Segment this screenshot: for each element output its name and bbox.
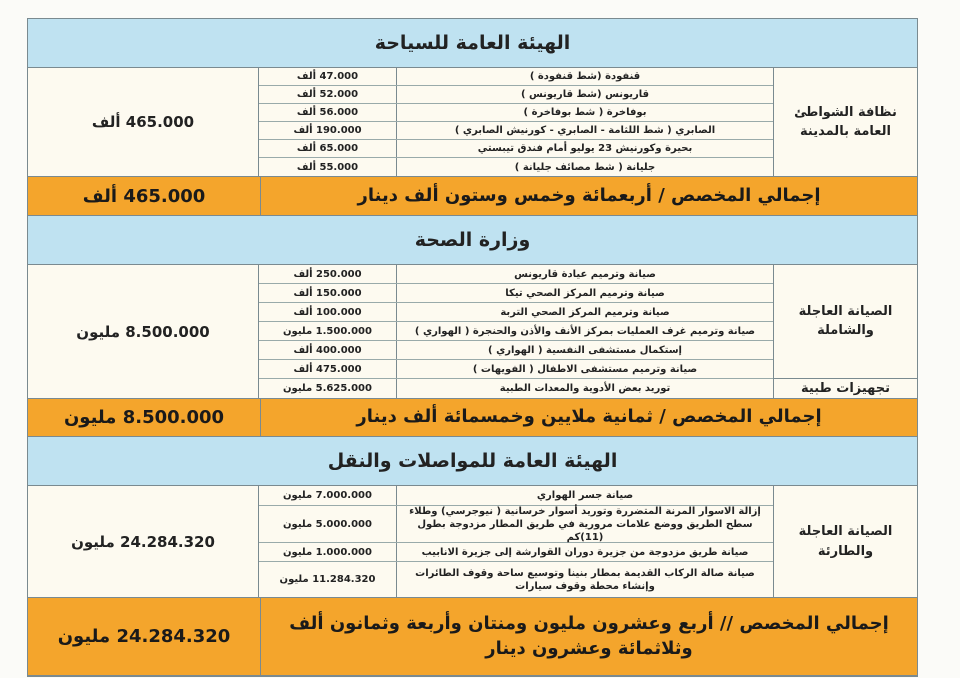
table-row [259,68,773,86]
item-amount: 56.000 ألف [259,104,397,121]
category-cell [773,265,917,398]
table-row [259,284,773,303]
item-amount: 47.000 ألف [259,68,397,85]
item-description: بوفاخرة ( شط بوفاخرة ) [523,107,647,118]
table-row [259,122,773,140]
category-label: الصيانة العاجلة والطارئة [798,524,893,559]
item-amount: 1.000.000 مليون [259,543,397,561]
section-body [28,68,917,177]
section-sum: 24.284.320 مليون [71,532,215,551]
total-row [28,598,917,676]
item-description: صيانة طريق مزدوجة من جزيرة دوران القوارشة إلى جزيرة الانابيب [421,546,749,558]
table-row [259,379,773,398]
table-row [259,265,773,284]
item-amount: 100.000 ألف [259,303,397,321]
item-amount: 65.000 ألف [259,140,397,157]
table-row [259,322,773,341]
items-list [258,265,773,398]
item-description: توريد بعض الأدوية والمعدات الطبية [499,383,671,394]
category-cell [773,68,917,176]
category-label: الصيانة العاجلة والشاملة [798,303,893,339]
item-amount: 150.000 ألف [259,284,397,302]
item-description: إزالة الاسوار المرنة المتضررة وتوريد أسوار خرسانية ( نيوجرسي) وطلاء سطح الطريق ووضع علامات مرورية في طريق المطار مزدوجة بطول (11)كم [409,505,761,543]
item-amount: 5.000.000 مليون [259,506,397,542]
item-description: جليانة ( شط مصائف جليانة ) [514,161,656,173]
category-label: تجهيزات طبية [774,378,917,399]
item-description: صيانة وترميم عيادة قاريونس [514,268,656,280]
total-label: إجمالي المخصص / ثمانية ملايين وخمسمائة ألف دينار [260,399,917,436]
table-row [259,104,773,122]
section-title: الهيئة العامة للسياحة [28,19,917,68]
table-row [259,86,773,104]
item-description: صيانة وترميم غرف العمليات بمركز الأنف والأذن والحنجرة ( الهواري ) [414,325,756,337]
item-description: الصابري ( شط اللثامة - الصابري - كورنيش الصابري ) [454,125,716,136]
item-amount: 400.000 ألف [259,341,397,359]
item-description: صيانة وترميم المركز الصحي التربة [500,306,670,318]
section-sum: 465.000 ألف [91,113,195,131]
section-title: الهيئة العامة للمواصلات والنقل [28,437,917,486]
total-label: إجمالي المخصص // أربع وعشرون مليون ومنتان وأربعة وثمانون ألف وثلاثمائة وعشرون دينار [260,598,917,675]
item-amount: 5.625.000 مليون [259,379,397,398]
table-row [259,506,773,543]
table-row [259,360,773,379]
total-row [28,177,917,216]
section-title: وزارة الصحة [28,216,917,265]
item-description: صيانة وترميم المركز الصحي تيكا [505,287,665,299]
item-description: صيانة وترميم مستشفى الاطفال ( الفويهات ) [472,363,698,375]
item-description: بحيرة وكورنيش 23 يوليو أمام فندق تيبستي [477,143,693,154]
item-amount: 7.000.000 مليون [259,486,397,505]
item-amount: 475.000 ألف [259,360,397,378]
total-amount: 465.000 ألف [28,177,260,215]
total-label: إجمالي المخصص / أربعمائة وخمس وستون ألف دينار [260,177,917,215]
table-row [259,303,773,322]
item-amount: 55.000 ألف [259,158,397,176]
item-amount: 190.000 ألف [259,122,397,139]
item-amount: 250.000 ألف [259,265,397,283]
item-amount: 1.500.000 مليون [259,322,397,340]
total-amount: 8.500.000 مليون [28,399,260,436]
budget-table [27,18,918,677]
items-list [258,68,773,176]
table-row [259,341,773,360]
items-list [258,486,773,597]
section-body [28,486,917,598]
item-description: صيانة صالة الركاب القديمة بمطار بنينا وتوسيع ساحة وقوف الطائرات وإنشاء محطة وقوف سيارات [415,567,755,592]
item-amount: 52.000 ألف [259,86,397,103]
table-row [259,562,773,597]
table-row [259,543,773,562]
table-row [259,158,773,176]
item-description: إستكمال مستشفى النفسية ( الهواري ) [488,344,682,356]
category-label: نظافة الشواطئ العامة بالمدينة [794,104,897,139]
table-row [259,140,773,158]
item-amount: 11.284.320 مليون [259,562,397,597]
section-sum: 8.500.000 مليون [76,322,210,341]
category-cell [773,486,917,597]
item-description: قاريونس (شط قاريونس ) [520,89,650,100]
section-body [28,265,917,399]
total-row [28,399,917,437]
item-description: صيانة جسر الهواري [536,490,634,501]
item-description: قنفودة (شط قنفودة ) [529,71,641,82]
total-amount: 24.284.320 مليون [28,598,260,675]
table-row [259,486,773,506]
